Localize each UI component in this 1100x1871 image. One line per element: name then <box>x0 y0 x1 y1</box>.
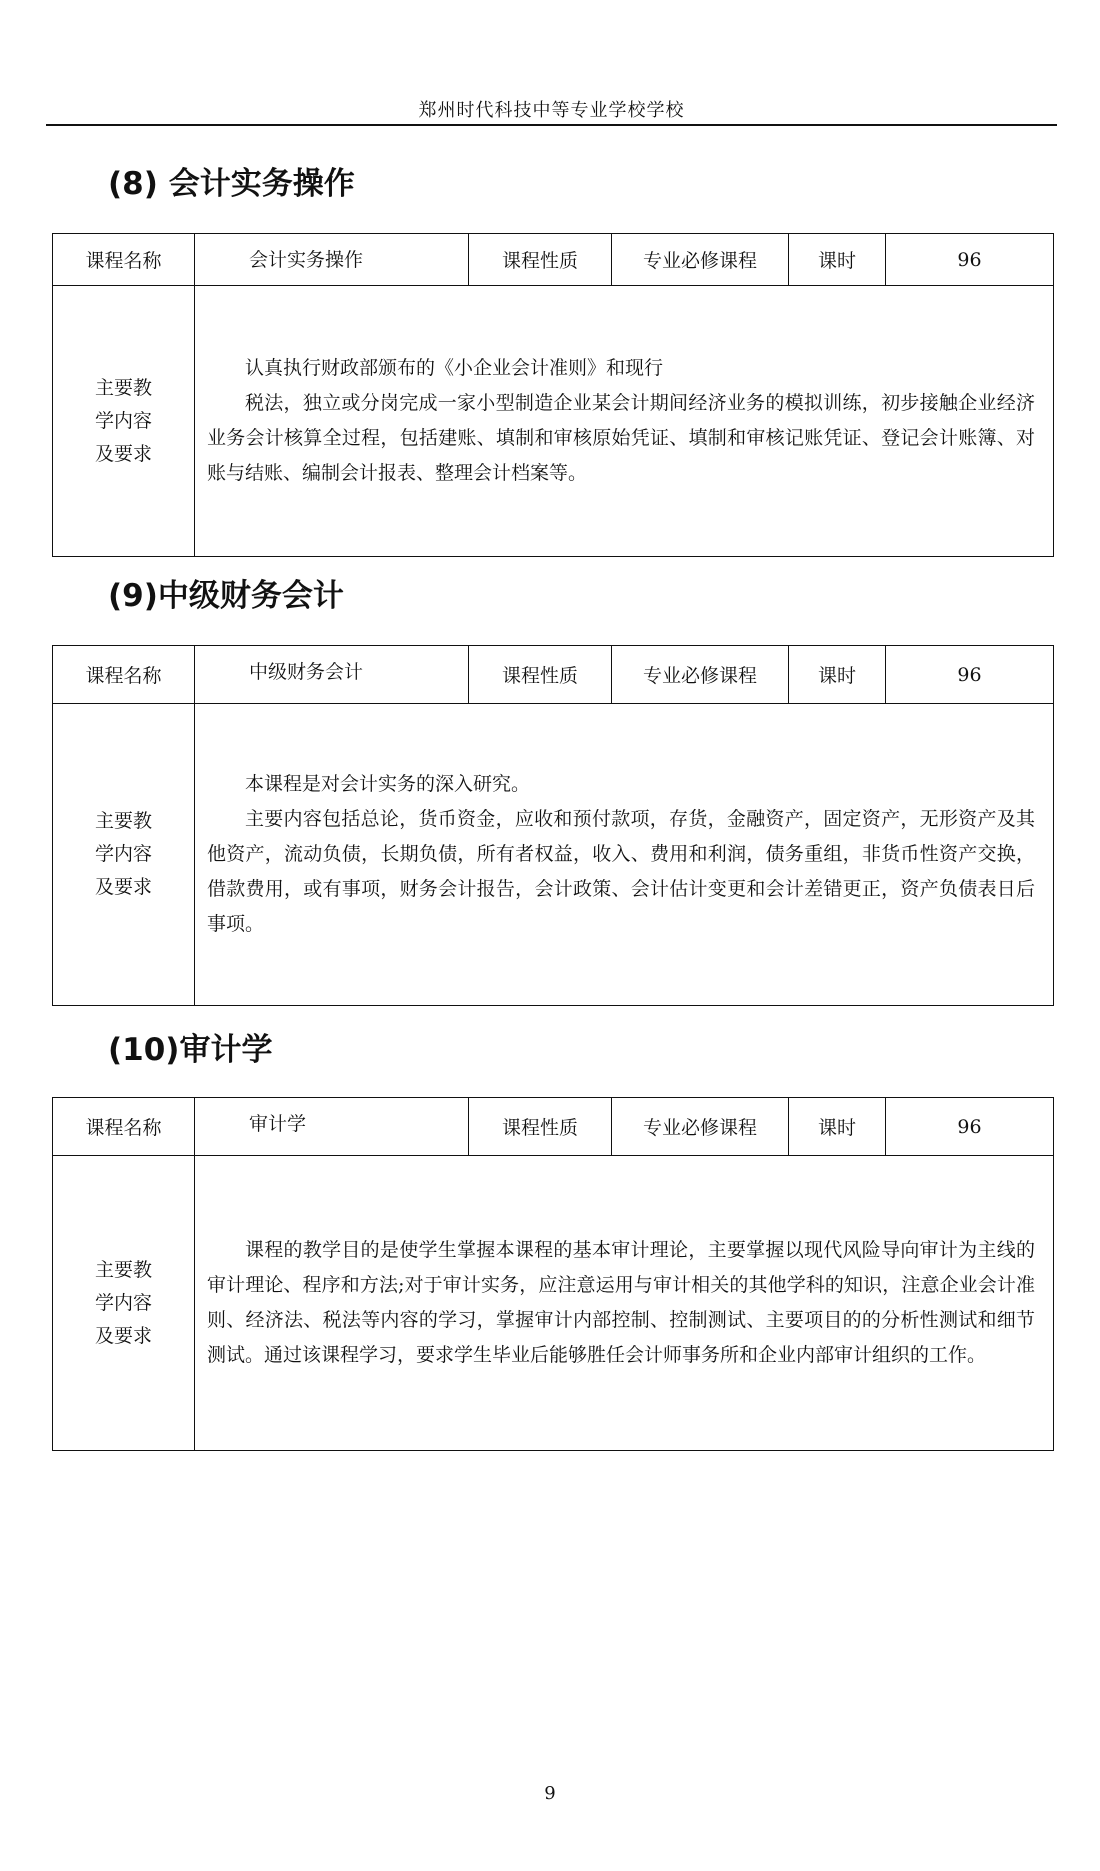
course-table <box>52 233 1054 557</box>
course-name-value: 审计学 <box>195 1098 469 1156</box>
section-heading: (10)审计学 <box>108 1032 273 1068</box>
course-nature-label: 课程性质 <box>469 646 612 704</box>
hours-value: 96 <box>886 646 1054 704</box>
section-heading: (9)中级财务会计 <box>108 578 344 614</box>
course-name-value: 会计实务操作 <box>195 234 469 286</box>
course-nature-value: 专业必修课程 <box>612 646 789 704</box>
course-nature-label: 课程性质 <box>469 234 612 286</box>
page-header <box>46 0 1057 126</box>
course-name-label: 课程名称 <box>53 1098 195 1156</box>
school-name: 郑州时代科技中等专业学校学校 <box>418 100 685 121</box>
course-name-value: 中级财务会计 <box>195 646 469 704</box>
content-paragraph: 课程的教学目的是使学生掌握本课程的基本审计理论，主要掌握以现代风险导向审计为主线的审计理论、程序和方法;对于审计实务，应注意运用与审计相关的其他学科的知识，注意企业会计准则、经济法、税法等内容的学习，掌握审计内部控制、控制测试、主要项目的的分析性测试和细节测试。通过该课程学习，要求学生毕业后能够胜任会计师事务所和企业内部审计组织的工作。 <box>207 1239 1035 1366</box>
hours-label: 课时 <box>789 646 886 704</box>
course-name-label: 课程名称 <box>53 646 195 704</box>
course-table <box>52 1097 1054 1451</box>
content-label: 主要教 学内容 及要求 <box>53 704 195 1006</box>
content-text <box>195 704 1054 1006</box>
course-table <box>52 645 1054 1006</box>
content-text <box>195 286 1054 557</box>
page-number: 9 <box>544 1783 556 1804</box>
content-label: 主要教 学内容 及要求 <box>53 286 195 557</box>
course-nature-value: 专业必修课程 <box>612 234 789 286</box>
course-nature-label: 课程性质 <box>469 1098 612 1156</box>
hours-label: 课时 <box>789 234 886 286</box>
hours-label: 课时 <box>789 1098 886 1156</box>
content-paragraph: 本课程是对会计实务的深入研究。 <box>245 773 531 795</box>
course-nature-value: 专业必修课程 <box>612 1098 789 1156</box>
hours-value: 96 <box>886 234 1054 286</box>
content-paragraph: 主要内容包括总论，货币资金，应收和预付款项，存货，金融资产，固定资产，无形资产及其他资产，流动负债，长期负债，所有者权益，收入、费用和利润，债务重组，非货币性资产交换，借款费用，或有事项，财务会计报告，会计政策、会计估计变更和会计差错更正，资产负债表日后事项。 <box>207 808 1035 935</box>
section-heading: (8) 会计实务操作 <box>108 166 355 202</box>
content-text <box>195 1156 1054 1451</box>
content-paragraph: 税法，独立或分岗完成一家小型制造企业某会计期间经济业务的模拟训练，初步接触企业经济业务会计核算全过程，包括建账、填制和审核原始凭证、填制和审核记账凭证、登记会计账簿、对账与结账、编制会计报表、整理会计档案等。 <box>207 392 1035 484</box>
hours-value: 96 <box>886 1098 1054 1156</box>
content-label: 主要教 学内容 及要求 <box>53 1156 195 1451</box>
content-paragraph: 认真执行财政部颁布的《小企业会计准则》和现行 <box>245 357 664 379</box>
course-name-label: 课程名称 <box>53 234 195 286</box>
